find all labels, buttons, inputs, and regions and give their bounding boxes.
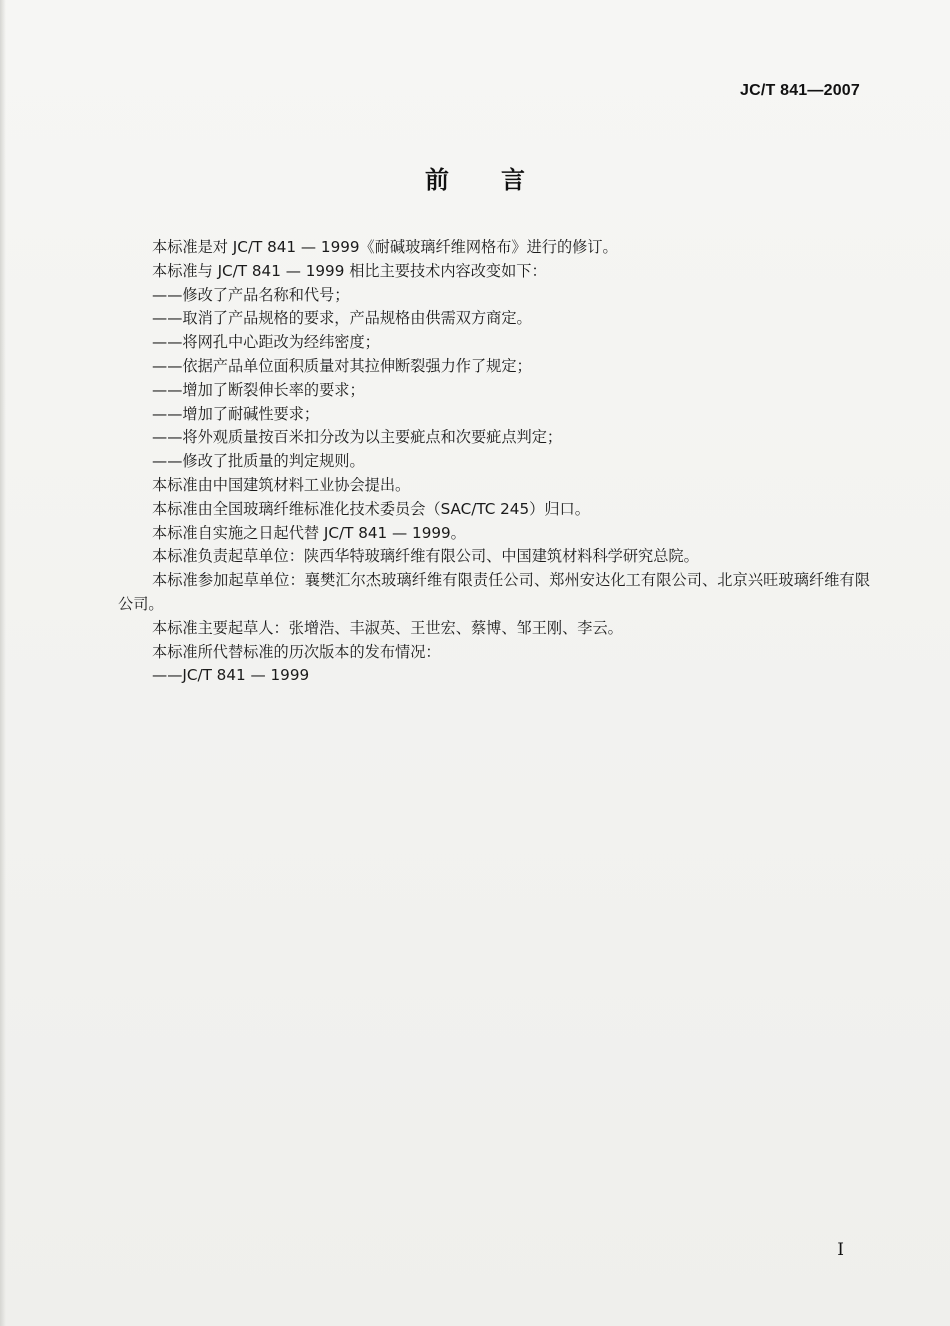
list-item-change: ——增加了耐碱性要求； bbox=[152, 404, 320, 423]
paragraph-participating-drafters: 本标准参加起草单位：襄樊汇尔杰玻璃纤维有限责任公司、郑州安达化工有限公司、北京兴旺玻璃纤维有限公司。 bbox=[118, 571, 870, 613]
paragraph-main-authors: 本标准主要起草人：张增浩、丰淑英、王世宏、蔡博、邹王刚、李云。 bbox=[152, 618, 623, 637]
page-number: I bbox=[837, 1240, 844, 1260]
foreword-body bbox=[118, 236, 870, 688]
list-item-change: ——增加了断裂伸长率的要求； bbox=[152, 380, 365, 399]
list-item-change: ——将外观质量按百米扣分改为以主要疵点和次要疵点判定； bbox=[152, 428, 563, 447]
list-item-change: ——修改了产品名称和代号； bbox=[152, 285, 350, 304]
standard-number: JC/T 841—2007 bbox=[739, 82, 860, 99]
paragraph-changes-intro: 本标准与 JC/T 841 — 1999 相比主要技术内容改变如下： bbox=[152, 261, 547, 280]
page-edge-shadow bbox=[0, 0, 6, 1326]
page-title: 前言 bbox=[425, 166, 577, 194]
paragraph-replacement: 本标准自实施之日起代替 JC/T 841 — 1999。 bbox=[152, 523, 466, 542]
paragraph-history-intro: 本标准所代替标准的历次版本的发布情况： bbox=[152, 642, 441, 661]
paragraph-revision-note: 本标准是对 JC/T 841 — 1999《耐碱玻璃纤维网格布》进行的修订。 bbox=[152, 238, 618, 256]
paragraph-lead-drafters: 本标准负责起草单位：陕西华特玻璃纤维有限公司、中国建筑材料科学研究总院。 bbox=[152, 547, 699, 566]
paragraph-proposer: 本标准由中国建筑材料工业协会提出。 bbox=[152, 475, 411, 494]
list-item-change: ——将网孔中心距改为经纬密度； bbox=[152, 333, 380, 352]
paragraph-committee: 本标准由全国玻璃纤维标准化技术委员会（SAC/TC 245）归口。 bbox=[152, 499, 590, 518]
list-item-change: ——修改了批质量的判定规则。 bbox=[152, 452, 365, 471]
list-item-change: ——依据产品单位面积质量对其拉伸断裂强力作了规定； bbox=[152, 356, 532, 375]
list-item-history: ——JC/T 841 — 1999 bbox=[152, 666, 310, 685]
list-item-change: ——取消了产品规格的要求，产品规格由供需双方商定。 bbox=[152, 309, 532, 328]
